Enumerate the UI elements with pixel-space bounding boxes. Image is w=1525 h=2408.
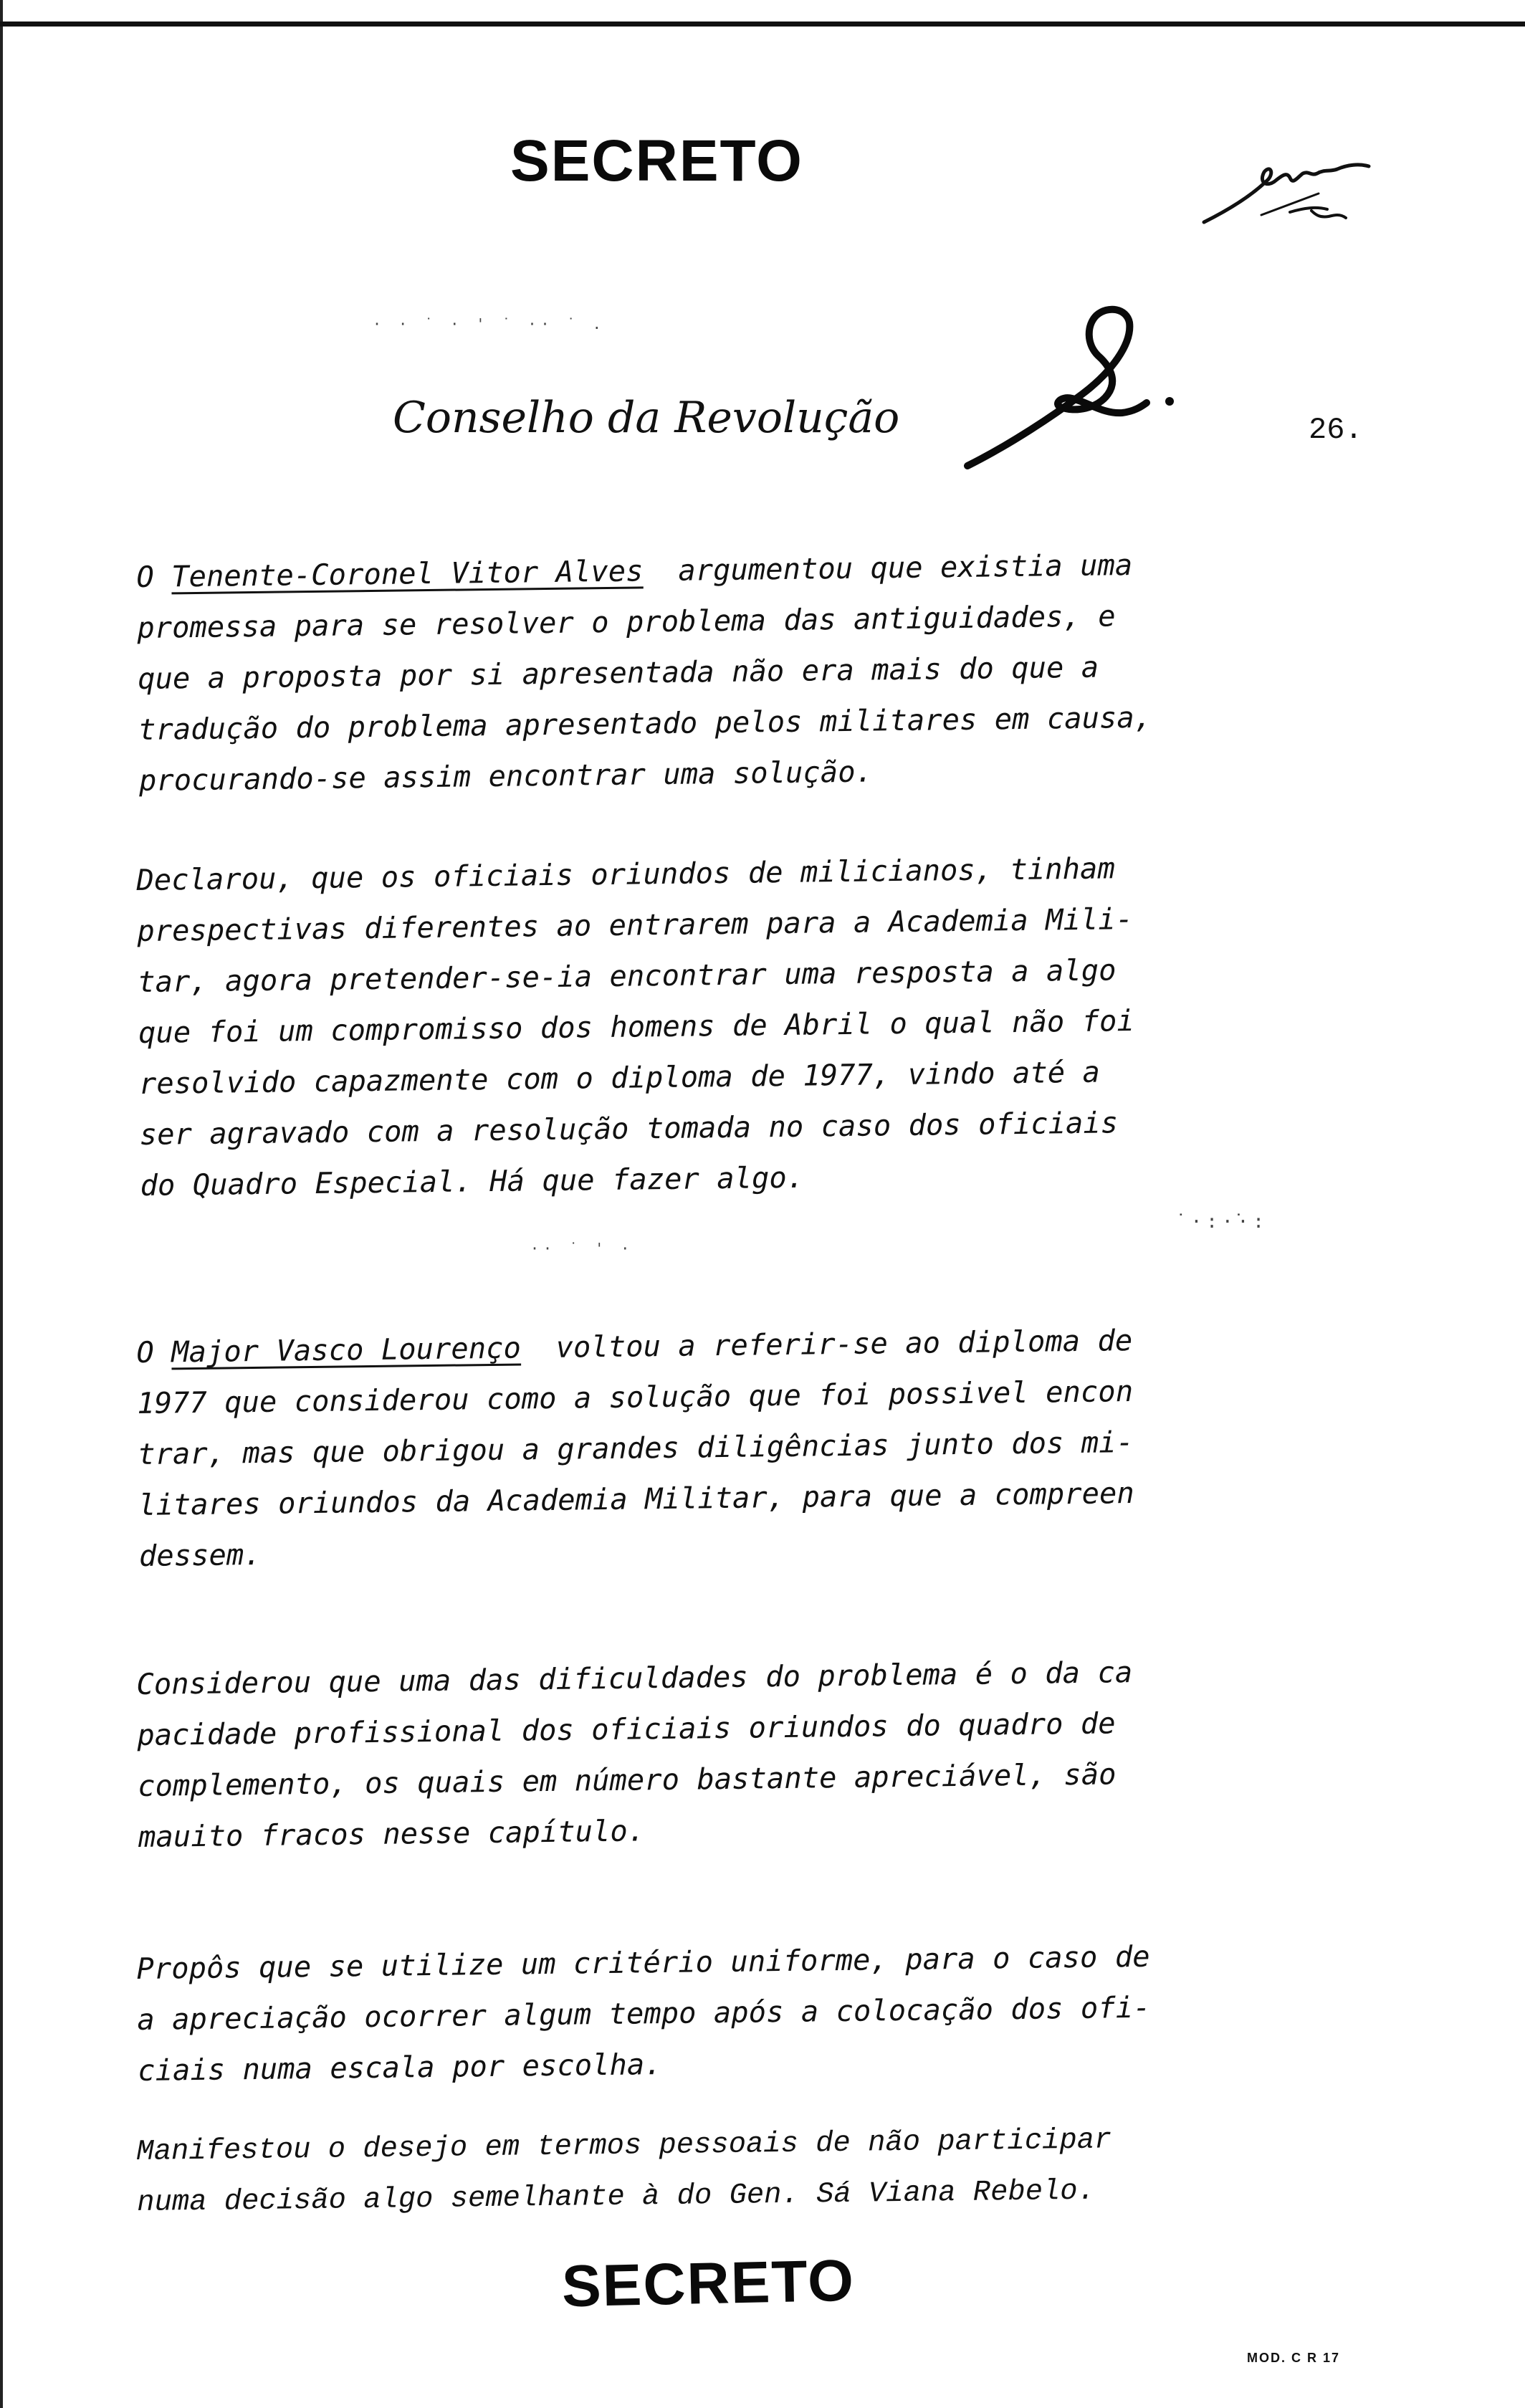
faint-marks: ˙·:·̇·: xyxy=(1175,1211,1268,1233)
handwritten-signature xyxy=(946,287,1204,487)
paragraph-vitor-alves: O Tenente-Coronel Vitor Alves argumentou que existia uma promessa para se resolver o problema das antiguidades, e que a proposta por si apresentada não era mais do que a tradução do problema apresentado pelos militares em causa, procurando-se assim encontrar uma solução. xyxy=(136,548,1152,798)
faint-marks: ·· ˙ ' · xyxy=(530,1240,634,1257)
handwritten-initials xyxy=(1190,143,1390,251)
speaker-name: Tenente-Coronel Vitor Alves xyxy=(171,553,644,594)
secret-stamp-top: SECRETO xyxy=(510,128,803,194)
paragraph-propos: Propôs que se utilize um critério uniforme, para o caso de a apreciação ocorrer algum tempo após a colocação dos ofi- ciais numa escala por escolha. xyxy=(136,1939,1151,2088)
paragraph-considerou: Considerou que uma das dificuldades do problema é o da ca pacidade profissional dos oficiais oriundos do quadro de complemento, os quais em número bastante apreciável, são mauito fracos nesse capítulo. xyxy=(136,1655,1133,1854)
paragraph-manifestou: Manifestou o desejo em termos pessoais de não participar numa decisão algo semelhante à do Gen. Sá Viana Rebelo. xyxy=(136,2123,1112,2220)
paragraph-declarou: Declarou, que os oficiais oriundos de milicianos, tinham prespectivas diferentes ao entrarem para a Academia Mili- tar, agora pretender-se-ia encontrar uma resposta a algo que foi um compromisso dos homens de Abril o qual não foi resolvido capazmente com o diploma de 1977, vindo até a ser agravado com a resolução tomada no caso dos oficiais do Quadro Especial. Há que fazer algo. xyxy=(136,851,1135,1203)
paragraph-vasco-lourenco: O Major Vasco Lourenço voltou a referir-se ao diploma de 1977 que considerou como a solução que foi possivel encon trar, mas que obrigou a grandes diligências junto dos mi- litares oriundos da Academia Militar, para que a compreen dessem. xyxy=(136,1323,1135,1573)
page-number: 26. xyxy=(1309,413,1363,447)
top-rule xyxy=(0,22,1525,27)
speaker-name: Major Vasco Lourenço xyxy=(171,1330,522,1370)
faint-marks: · · ˙ · ' ˙ ·· ˙ . xyxy=(373,315,606,333)
form-code: MOD. C R 17 xyxy=(1247,2351,1341,2365)
secret-stamp-bottom: SECRETO xyxy=(561,2247,856,2320)
document-header-title: Conselho da Revolução xyxy=(393,393,900,443)
page-edge xyxy=(0,0,3,2408)
